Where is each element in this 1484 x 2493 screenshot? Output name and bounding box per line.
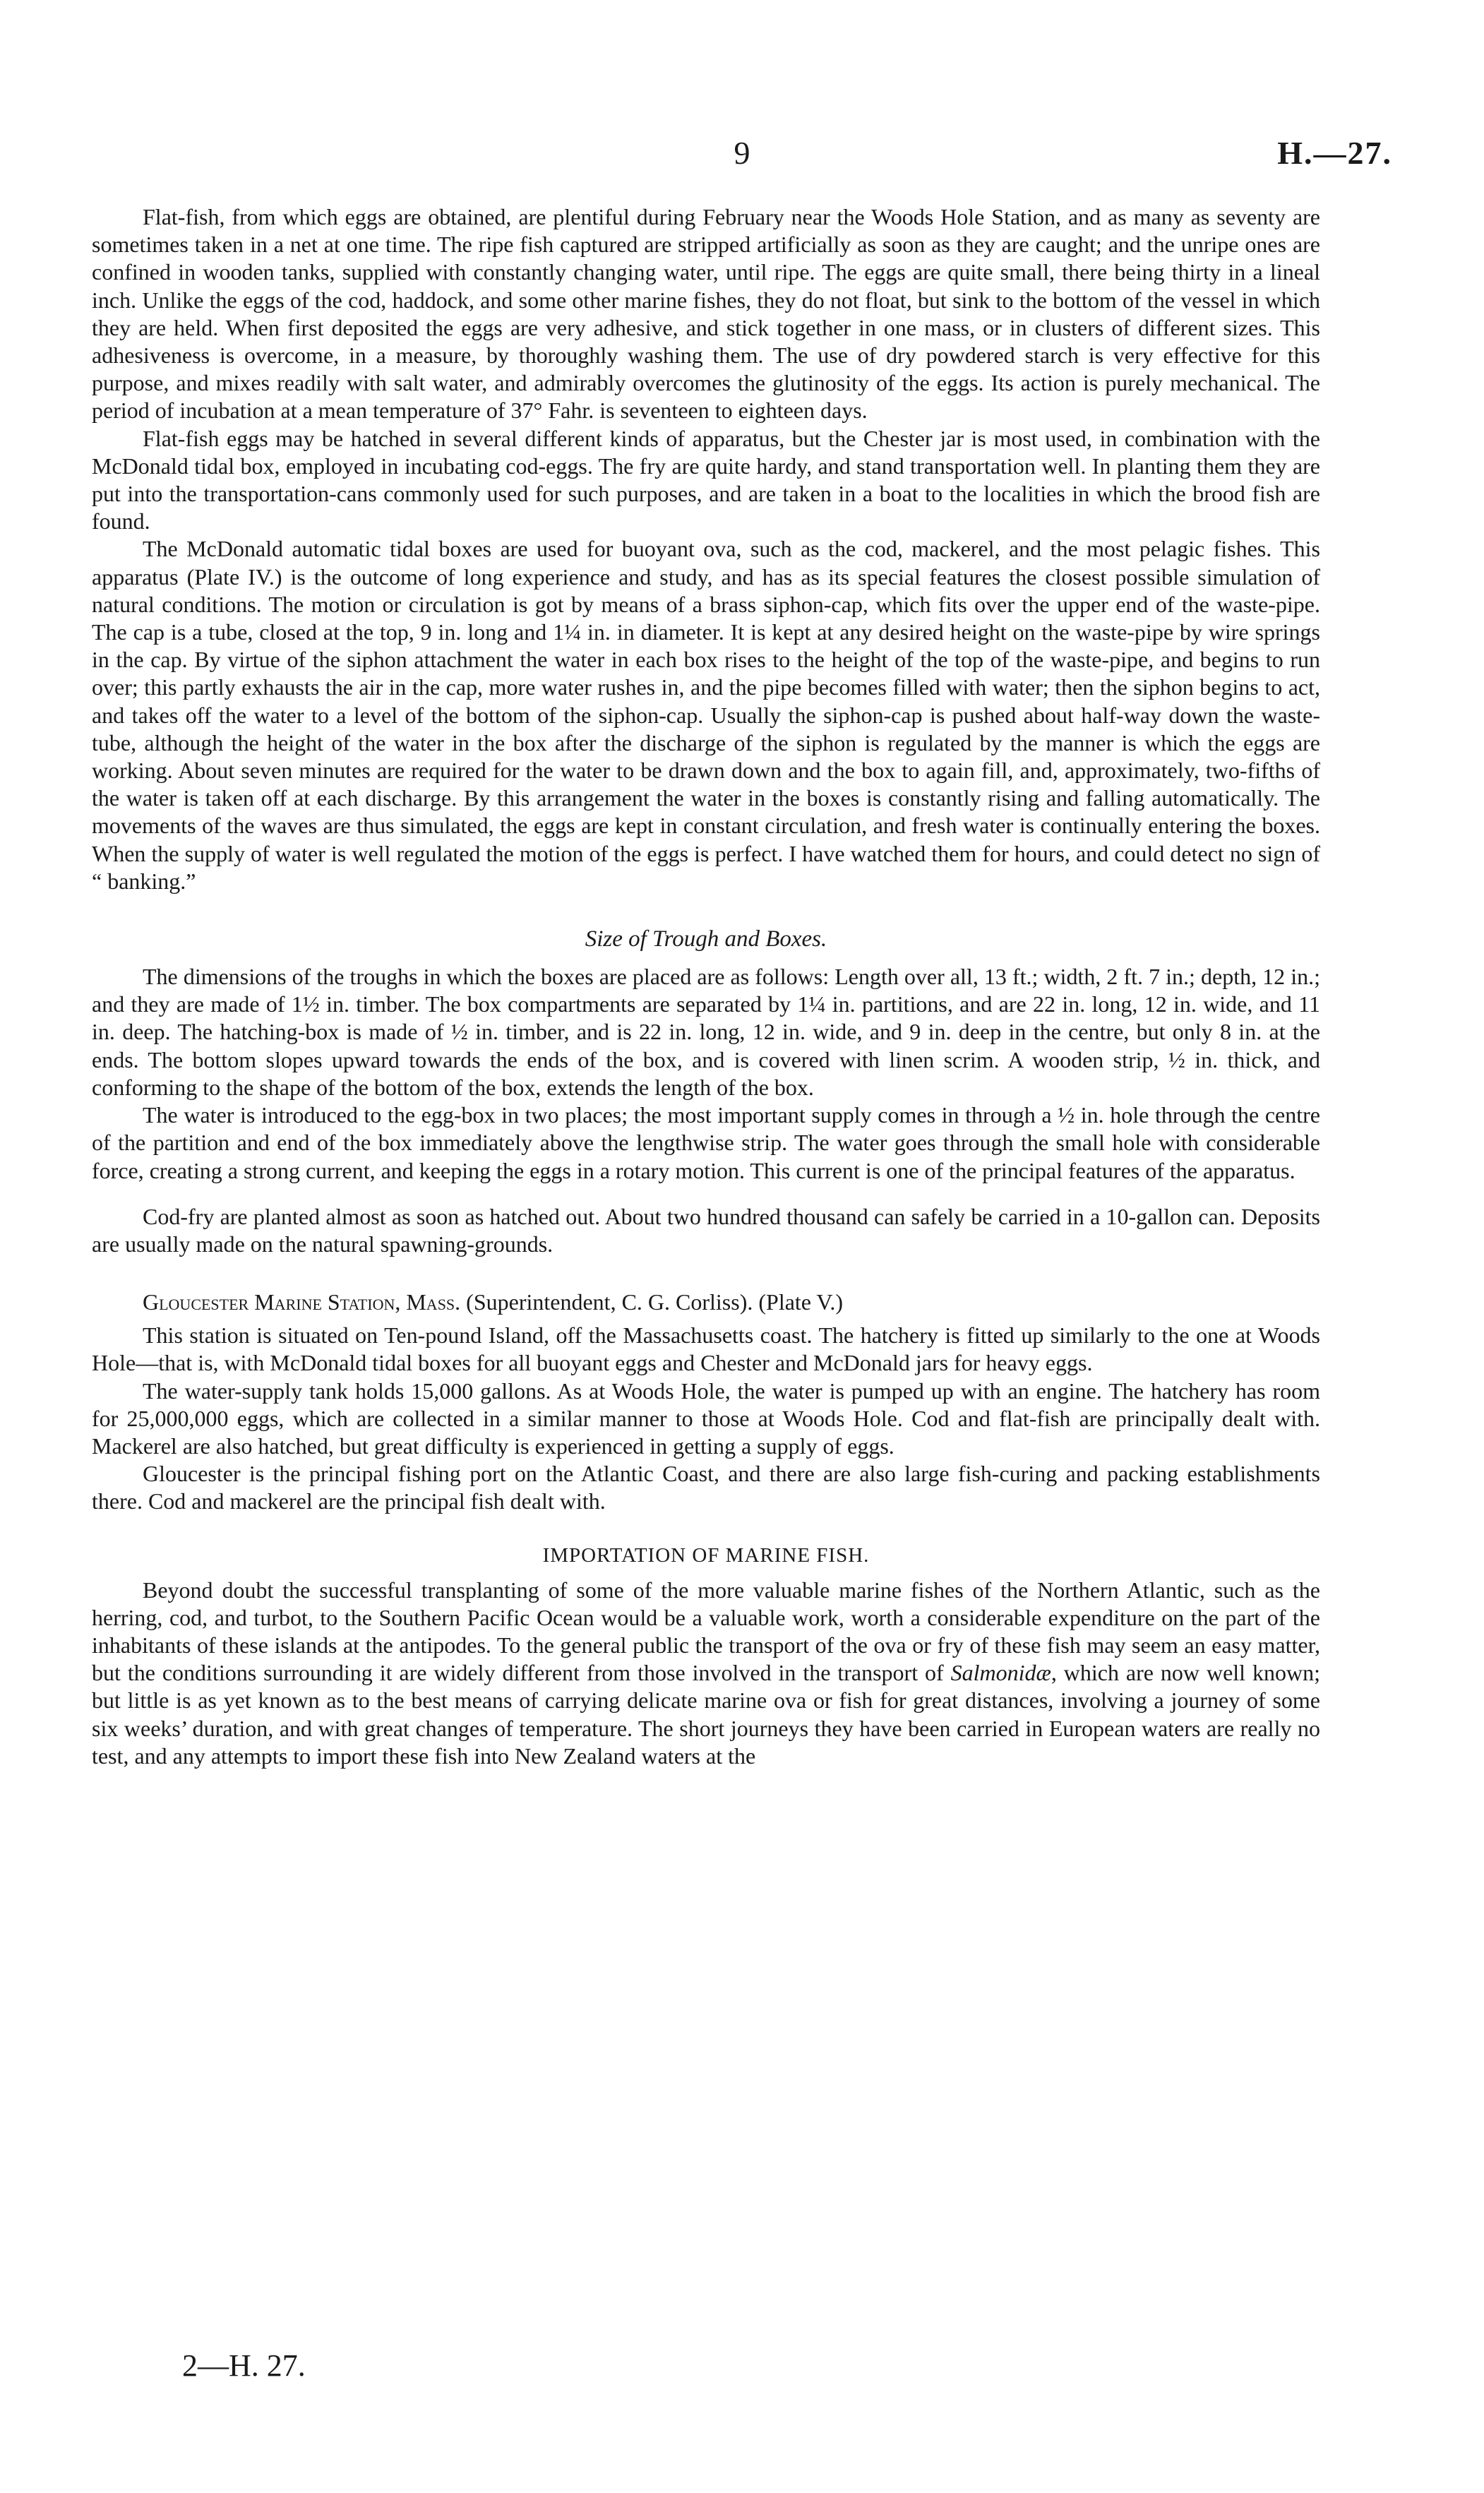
paragraph-flatfish-1: Flat-fish, from which eggs are obtained, are plentiful during February near the Woods Hole Station, and as many as seventy are sometimes taken in a net at one time. The ripe fish captured are stripped artificially as soon as they are caught; and the unripe ones are confined in wooden tanks, supplied with constantly changing water, until ripe. The eggs are quite small, there being thirty in a lineal inch. Unlike the eggs of the cod, haddock, and some other marine fishes, they do not float, but sink to the bottom of the vessel in which they are held. When first deposited the eggs are very adhesive, and stick together in one mass, or in clusters of different sizes. This adhesiveness is overcome, in a measure, by thoroughly washing them. The use of dry powdered starch is very effective for this purpose, and mixes readily with salt water, and admirably overcomes the glutinosity of the eggs. Its action is purely mechanical. The period of incubation at a mean temperature of 37° Fahr. is seventeen to eighteen days. [92,204,1320,424]
importation-italic-term: Salmonidæ [950,1660,1051,1686]
section-title-importation: IMPORTATION OF MARINE FISH. [542,1543,870,1567]
station-name: Gloucester Marine Station, Mass. [143,1289,461,1315]
paragraph-cod-fry: Cod-fry are planted almost as soon as hatched out. About two hundred thousand can safely be carried in a 10-gallon can. Deposits are usually made on the natural spawning-grounds. [92,1203,1320,1257]
station-details: (Superintendent, C. G. Corliss). (Plate V.) [460,1289,844,1315]
importation-text-start: Beyond doubt the successful transplanting of some of the more valuable marine fishes of the Northern Atlantic, such as the herring, cod, and turbot, to the Southern Pacific Ocean would be a valuable work, worth a considerable expenditure on the part of the inhabitants of these islands at the antipodes. To the general public the transport of the ova or fry of these fish may seem an easy matter, but the conditions surrounding it are widely different from those involved in the transport of [92,1577,1320,1686]
footer-signature: 2—H. 27. [182,2348,306,2383]
section-title-trough: Size of Trough and Boxes. [585,926,827,952]
page-number: 9 [734,135,750,171]
paragraph-importation [92,1577,1320,1770]
paragraph-gloucester-water: The water-supply tank holds 15,000 gallons. As at Woods Hole, the water is pumped up with an engine. The hatchery has room for 25,000,000 eggs, which are collected in a similar manner to those at Woods Hole. Cod and flat-fish are principally dealt with. Mackerel are also hatched, but great difficulty is experienced in getting a supply of eggs. [92,1377,1320,1459]
page-body [92,203,1320,1770]
paragraph-gloucester-port: Gloucester is the principal fishing port on the Atlantic Coast, and there are also large fish-curing and packing establishments there. Cod and mackerel are the principal fish dealt with. [92,1461,1320,1514]
paragraph-water-introduction: The water is introduced to the egg-box in two places; the most important supply comes in through a ½ in. hole through the centre of the partition and end of the box immediately above the lengthwise strip. The water goes through the small hole with considerable force, creating a strong current, and keeping the eggs in a rotary motion. This current is one of the principal features of the apparatus. [92,1102,1320,1183]
paragraph-trough-dimensions: The dimensions of the troughs in which the boxes are placed are as follows: Length over all, 13 ft.; width, 2 ft. 7 in.; depth, 12 in.; and they are made of 1½ in. timber. The box compartments are separated by 1¼ in. partitions, and are 22 in. long, 12 in. wide, and 11 in. deep. The hatching-box is made of ½ in. timber, and is 22 in. long, 12 in. wide, and 9 in. deep in the centre, but only 8 in. at the ends. The bottom slopes upward towards the ends of the box, and is covered with linen scrim. A wooden strip, ½ in. thick, and conforming to the shape of the bottom of the box, extends the length of the box. [92,964,1320,1100]
paragraph-flatfish-2: Flat-fish eggs may be hatched in several different kinds of apparatus, but the Chester jar is most used, in combination with the McDonald tidal box, employed in incubating cod-eggs. The fry are quite hardy, and stand transportation well. In planting them they are put into the transportation-cans commonly used for such purposes, and are taken in a boat to the localities in which the brood fish are found. [92,425,1320,534]
paragraph-tidal-boxes: The McDonald automatic tidal boxes are used for buoyant ova, such as the cod, mackerel, and the most pelagic fishes. This apparatus (Plate IV.) is the outcome of long experience and study, and has as its special features the closest possible simulation of natural conditions. The motion or circulation is got by means of a brass siphon-cap, which fits over the upper end of the waste-pipe. The cap is a tube, closed at the top, 9 in. long and 1¼ in. in diameter. It is kept at any desired height on the waste-pipe by wire springs in the cap. By virtue of the siphon attachment the water in each box rises to the height of the top of the waste-pipe, and begins to run over; this partly exhausts the air in the cap, more water rushes in, and the pipe becomes filled with water; then the siphon begins to act, and takes off the water to a level of the bottom of the siphon-cap. Usually the siphon-cap is pushed about half-way down the waste-tube, although the height of the water in the box after the discharge of the siphon is regulated by the manner is which the eggs are working. About seven minutes are required for the water to be drawn down and the box to again fill, and, approximately, two-fifths of the water is taken off at each discharge. By this arrangement the water in the boxes is constantly rising and falling automatically. The movements of the waves are thus simulated, the eggs are kept in constant circulation, and fresh water is continually entering the boxes. When the supply of water is well regulated the motion of the eggs is perfect. I have watched them for hours, and could detect no sign of “ banking.” [92,536,1320,894]
paragraph-gloucester-location: This station is situated on Ten-pound Island, off the Massachusetts coast. The hatchery is fitted up similarly to the one at Woods Hole—that is, with McDonald tidal boxes for all buoyant eggs and Chester and McDonald jars for heavy eggs. [92,1322,1320,1376]
importation-text-end: , which are now well known; but little is as yet known as to the best means of carrying delicate marine ova or fish for great distances, involving a journey of some six weeks’ duration, and with great changes of temperature. The short journeys they have been carried in European waters are really no test, and any attempts to import these fish into New Zealand waters at the [92,1660,1321,1769]
section-heading-gloucester [92,1288,1320,1316]
document-code: H.—27. [1277,135,1392,171]
